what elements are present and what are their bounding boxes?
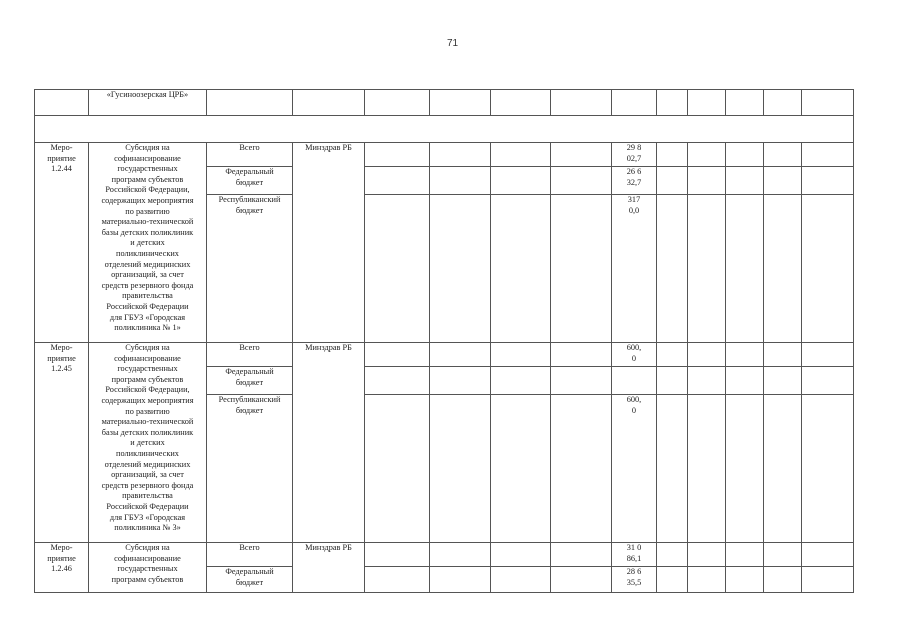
measure-code: Меро- приятие 1.2.44 (35, 143, 89, 343)
institution-cell: «Гусиноозерская ЦРБ» (89, 90, 207, 116)
measure-description: Субсидия на софинансирование государственных программ субъектов Российской Федерации, содержащих мероприятия по развитию материально-технической базы детских поликлиник и детских поликлинических отделений медицинских организаций, за счет средств резервного фонда правительства Российской Федерации для ГБУЗ «Городская поликлиника № 3» (89, 343, 207, 543)
amount-cell: 600, 0 (612, 395, 657, 543)
amount-cell: 31 0 86,1 (612, 543, 657, 567)
funding-source: Федеральный бюджет (207, 367, 293, 395)
table-row (35, 543, 854, 567)
funding-source: Республиканский бюджет (207, 195, 293, 343)
measure-description: Субсидия на софинансирование государственных программ субъектов (89, 543, 207, 593)
amount-cell: 28 6 35,5 (612, 567, 657, 593)
page-number: 71 (446, 38, 459, 49)
amount-cell: 26 6 32,7 (612, 167, 657, 195)
measure-code: Меро- приятие 1.2.46 (35, 543, 89, 593)
table-row (35, 90, 854, 116)
table-row (35, 143, 854, 167)
table-row (35, 343, 854, 367)
executor: Минздрав РБ (293, 143, 365, 343)
executor: Минздрав РБ (293, 543, 365, 593)
measure-description: Субсидия на софинансирование государственных программ субъектов Российской Федерации, содержащих мероприятия по развитию материально-технической базы детских поликлиник и детских поликлинических отделений медицинских организаций, за счет средств резервного фонда правительства Российской Федерации для ГБУЗ «Городская поликлиника № 1» (89, 143, 207, 343)
amount-cell: 600, 0 (612, 343, 657, 367)
funding-source: Федеральный бюджет (207, 167, 293, 195)
funding-source: Всего (207, 343, 293, 367)
funding-source: Всего (207, 543, 293, 567)
amount-cell (612, 367, 657, 395)
amount-cell: 29 8 02,7 (612, 143, 657, 167)
amount-cell: 317 0,0 (612, 195, 657, 343)
executor: Минздрав РБ (293, 343, 365, 543)
funding-source: Республиканский бюджет (207, 395, 293, 543)
funding-source: Всего (207, 143, 293, 167)
measure-code: Меро- приятие 1.2.45 (35, 343, 89, 543)
program-activities-table (34, 89, 854, 593)
funding-source: Федеральный бюджет (207, 567, 293, 593)
